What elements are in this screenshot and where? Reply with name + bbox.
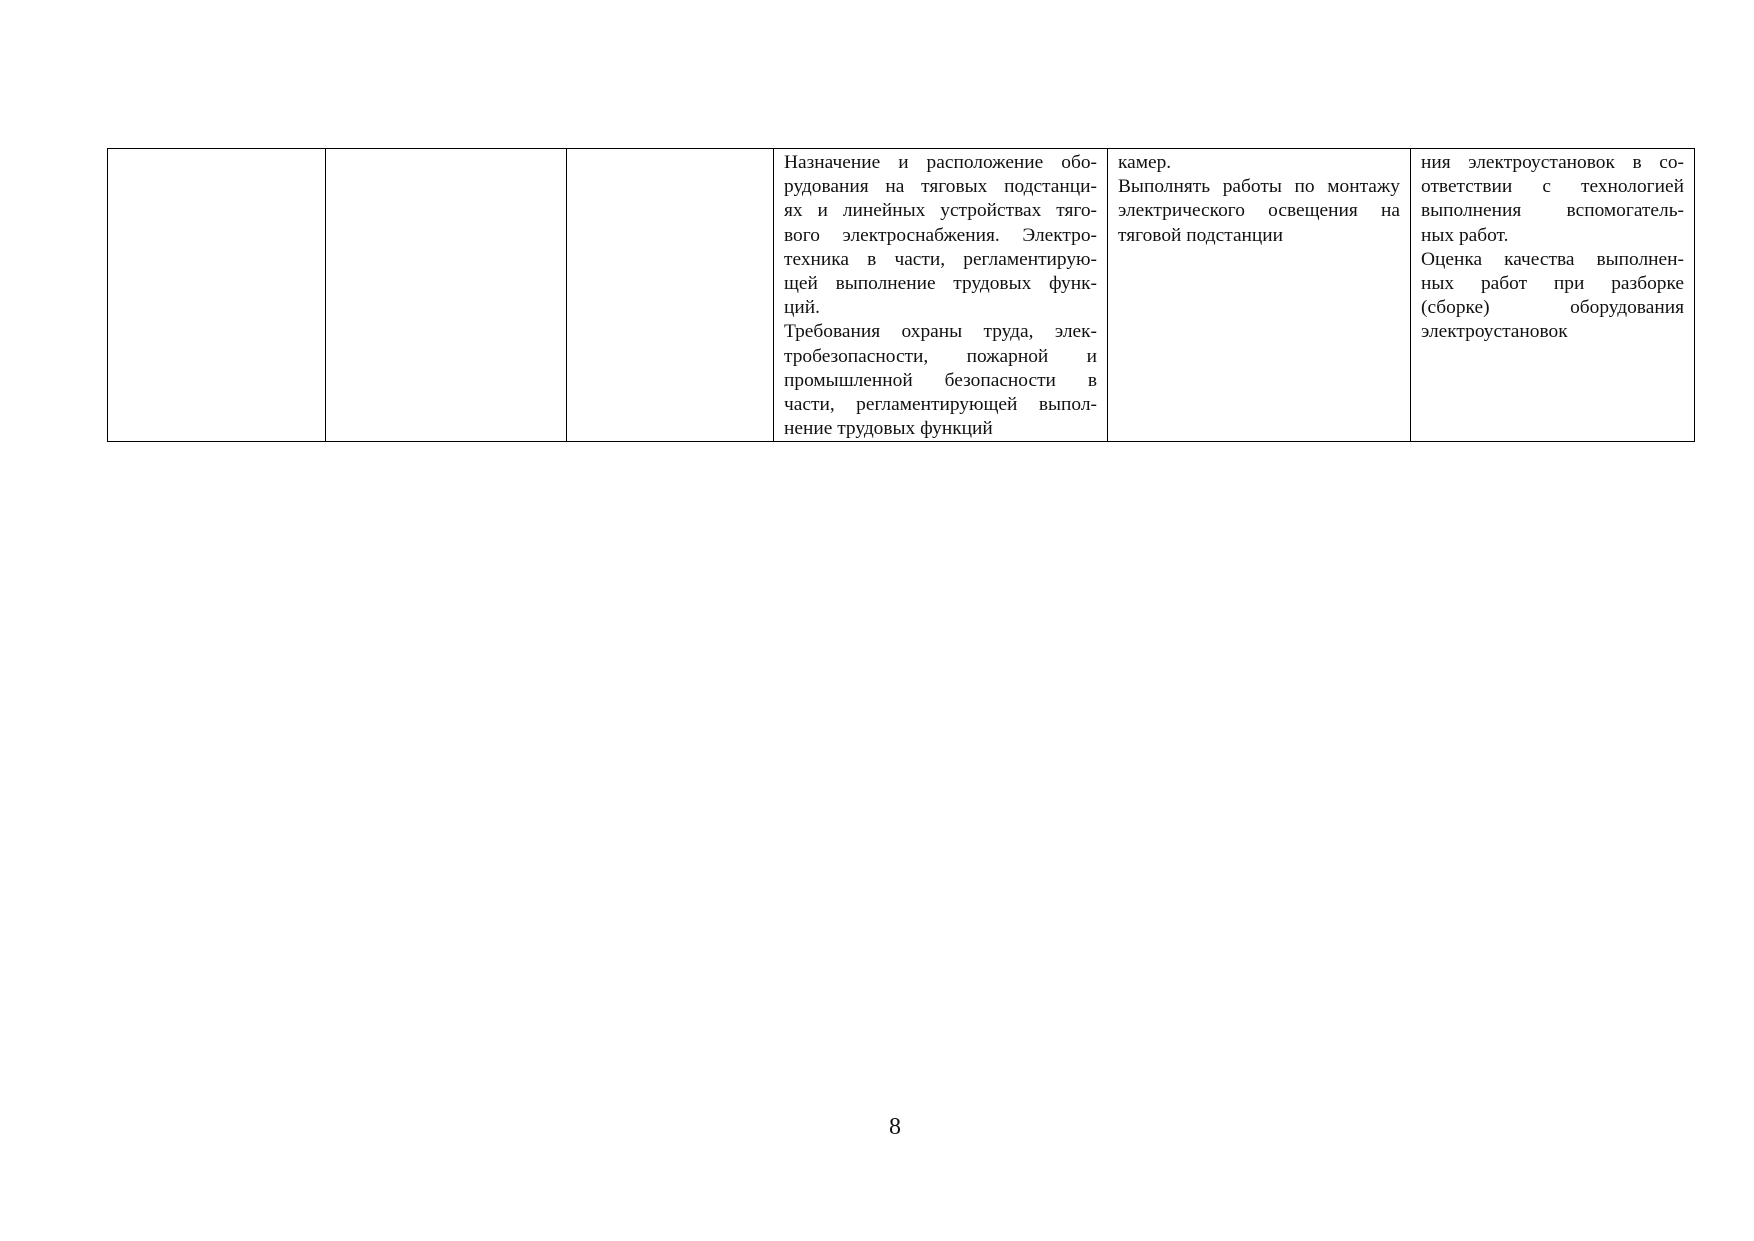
page-number: 8 (889, 1114, 901, 1140)
skills-text: камер. Выполнять работы по монтажу электрического освещения на тяговой подстанции (1118, 152, 1400, 246)
table-cell-assessment (1411, 149, 1695, 442)
table-cell-knowledge (774, 149, 1108, 442)
table-cell-skills (1108, 149, 1411, 442)
table-cell-3 (567, 149, 774, 442)
table-cell-1 (108, 149, 326, 442)
competency-table (107, 148, 1695, 442)
table-row (108, 149, 1695, 442)
table-cell-2 (326, 149, 567, 442)
knowledge-text: Назначение и расположение обо- рудования на тяговых подстанци- ях и линейных устройствах тяго- вого электроснабжения. Электро- техника в части, регламентирую- щей выполнение трудовых функ- ций. Требования охраны труда, элек- тробезопасности, пожарной и промышленной безопасности в части, регламентирующей выпол- нение трудовых функций (784, 152, 1097, 440)
assessment-text: ния электроустановок в со- ответствии с технологией выполнения вспомогатель- ных работ. Оценка качества выполнен- ных работ при разборке (сборке) оборудования электроустановок (1421, 152, 1684, 343)
